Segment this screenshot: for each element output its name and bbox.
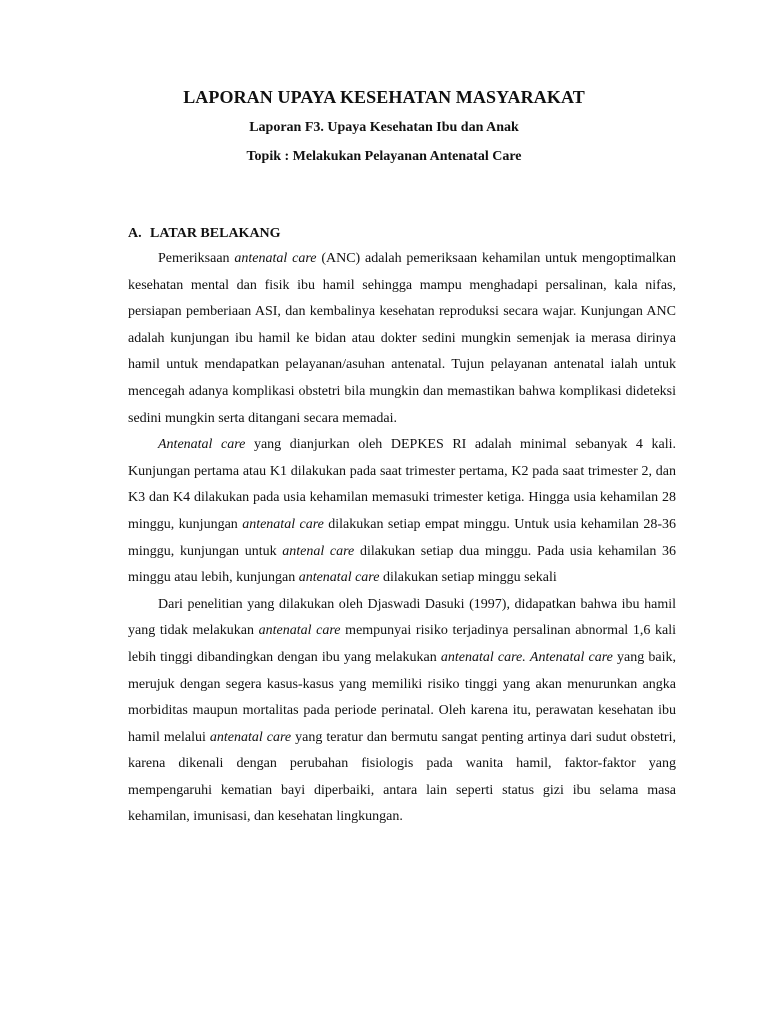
document-subtitle-report: Laporan F3. Upaya Kesehatan Ibu dan Anak	[249, 120, 519, 135]
text-run: mempunyai risiko terjadinya persalinan abnormal 1,6 kali lebih tinggi dibandingkan dengan ibu yang melakukan	[128, 623, 676, 665]
text-run: (ANC) adalah pemeriksaan kehamilan untuk mengoptimalkan kesehatan mental dan fisik ibu hamil sehingga mampu menghadapi persalinan, kala nifas, persiapan pemberiaan ASI, dan kembalinya kesehatan reproduksi secara wajar. Kunjungan ANC adalah kunjungan ibu hamil ke bidan atau dokter sedini mungkin semenjak ia merasa dirinya hamil untuk mendapatkan pelayanan/asuhan antenatal. Tujun pelayanan antenatal ialah untuk mencegah adanya komplikasi obstetri bila mungkin dan memastikan bahwa komplikasi dideteksi sedini mungkin serta ditangani secara memadai.	[128, 251, 677, 426]
italic-term: antenatal care	[242, 516, 324, 532]
italic-term: antenatal care	[258, 623, 341, 639]
paragraph-3	[128, 592, 676, 831]
section-letter: A.	[128, 226, 142, 241]
text-run: yang dianjurkan oleh DEPKES RI adalah minimal sebanyak 4 kali. Kunjungan pertama atau K1 dilakukan pada saat trimester pertama, K2 pada saat trimester 2, dan K3 dan K4 dilakukan pada usia kehamilan memasuki trimester ketiga. Hingga usia kehamilan 28 minggu, kunjungan	[128, 437, 677, 532]
italic-term: antenatal care	[209, 729, 292, 745]
italic-term: antenal care	[282, 543, 355, 559]
text-run: yang teratur dan bermutu sangat penting artinya dari sudut obstetri, karena dikenali dengan perubahan fisiologis pada wanita hamil, faktor-faktor yang mempengaruhi kematian bayi diperbaiki, antara lain seperti status gizi ibu selama masa kehamilan, imunisasi, dan kesehatan lingkungan.	[128, 729, 676, 825]
paragraph-2	[128, 432, 676, 592]
document-title: LAPORAN UPAYA KESEHATAN MASYARAKAT	[183, 87, 585, 107]
italic-term: antenatal care	[234, 251, 317, 266]
text-run: yang baik, merujuk dengan segera kasus-kasus yang memiliki risiko tinggi yang akan menurunkan angka morbiditas maupun mortalitas pada periode perinatal. Oleh karena itu, perawatan kesehatan ibu hamil melalui	[128, 649, 676, 745]
italic-term: antenatal care.	[440, 649, 526, 665]
text-run: Dari penelitian yang dilakukan oleh Djaswadi Dasuki (1997), didapatkan bahwa ibu hamil yang tidak melakukan	[128, 596, 676, 639]
section-body	[128, 246, 676, 831]
italic-term: antenatal care	[298, 570, 380, 586]
section-heading	[128, 225, 281, 243]
section-heading-text: LATAR BELAKANG	[150, 226, 281, 241]
text-run: dilakukan setiap empat minggu. Untuk usia kehamilan 28-36 minggu, kunjungan untuk	[128, 516, 676, 559]
paragraph-1	[128, 246, 676, 432]
italic-term: Antenatal care	[158, 437, 246, 453]
text-run: dilakukan setiap minggu sekali	[379, 570, 557, 586]
document-subtitle-topic: Topik : Melakukan Pelayanan Antenatal Care	[246, 149, 522, 164]
text-run: dilakukan setiap dua minggu. Pada usia kehamilan 36 minggu atau lebih, kunjungan	[128, 543, 676, 586]
text-run: Pemeriksaan	[158, 251, 235, 266]
italic-term: Antenatal care	[529, 649, 613, 665]
